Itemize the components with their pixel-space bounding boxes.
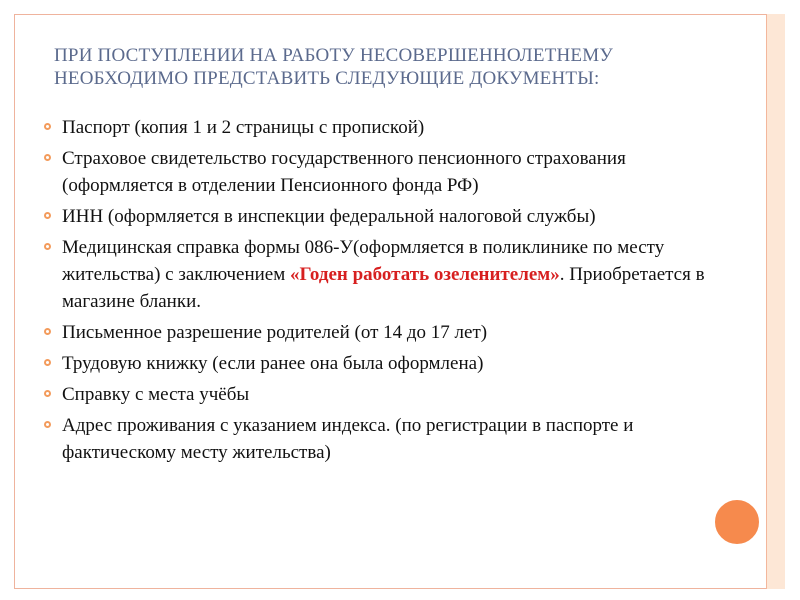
bullet-icon (44, 212, 51, 219)
bullet-icon (44, 421, 51, 428)
list-item-text: Паспорт (копия 1 и 2 страницы с пропиской) (62, 117, 425, 138)
list-item-text: Адрес проживания с указанием индекса. (по регистрации в паспорте и фактическому месту жительства) (62, 415, 634, 463)
list-item-text: Страховое свидетельство государственного пенсионного страхования (оформляется в отделении Пенсионного фонда РФ) (62, 148, 626, 196)
list-item-text: Справку с места учёбы (62, 384, 250, 405)
bullet-icon (44, 390, 51, 397)
list-item-inn (42, 203, 722, 230)
documents-list (42, 114, 722, 470)
bullet-icon (44, 123, 51, 130)
list-item-medical-certificate (42, 234, 722, 315)
title-line-2: НЕОБХОДИМО ПРЕДСТАВИТЬ СЛЕДУЮЩИЕ ДОКУМЕНТЫ: (54, 68, 600, 89)
slide-title (54, 44, 734, 90)
list-item-employment-record (42, 350, 722, 377)
list-item-text: ИНН (оформляется в инспекции федеральной налоговой службы) (62, 206, 596, 227)
medical-highlight: «Годен работать озеленителем» (289, 264, 560, 285)
list-item-pension-insurance (42, 145, 722, 199)
right-accent-bar (766, 14, 785, 589)
medical-text-after: . Приобретается в магазине бланки. (62, 264, 705, 312)
list-item-text (62, 237, 705, 312)
list-item-address (42, 412, 722, 466)
right-accent-border (766, 14, 767, 589)
list-item-school-certificate (42, 381, 722, 408)
medical-text-before: Медицинская справка формы 086-У(оформляется в поликлинике по месту жительства) с заключением (62, 237, 665, 285)
orange-circle-decoration (712, 497, 762, 547)
bullet-icon (44, 154, 51, 161)
list-item-parent-permission (42, 319, 722, 346)
bullet-icon (44, 243, 51, 250)
bullet-icon (44, 359, 51, 366)
list-item-passport (42, 114, 722, 141)
title-line-1: ПРИ ПОСТУПЛЕНИИ НА РАБОТУ НЕСОВЕРШЕННОЛЕТНЕМУ (54, 45, 613, 66)
list-item-text: Трудовую книжку (если ранее она была оформлена) (62, 353, 484, 374)
bullet-icon (44, 328, 51, 335)
list-item-text: Письменное разрешение родителей (от 14 до 17 лет) (62, 322, 488, 343)
